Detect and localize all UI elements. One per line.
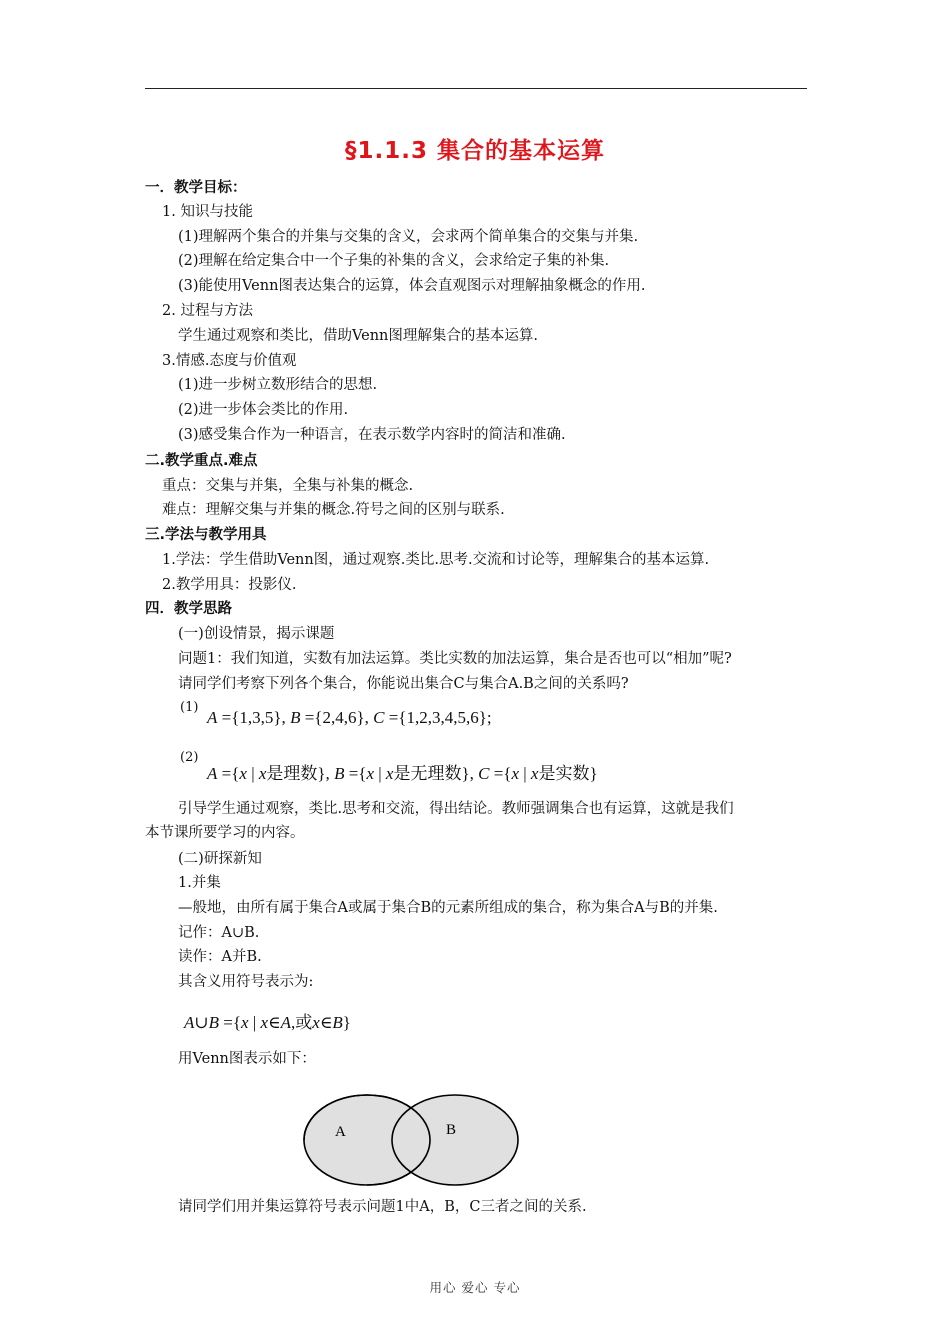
formula-marker: (2): [180, 750, 199, 765]
math-text: ={: [489, 764, 512, 783]
venn-label-a: A: [335, 1124, 346, 1140]
section-heading-4: 四．教学思路: [145, 601, 232, 617]
math-var: x: [530, 764, 539, 783]
math-text: ,或: [291, 1013, 313, 1032]
paragraph: 引导学生通过观察，类比.思考和交流，得出结论。教师强调集合也有运算，这就是我们: [178, 801, 734, 817]
formula-sets-2: [207, 759, 598, 784]
math-text: |: [374, 764, 386, 783]
paragraph: 重点：交集与并集，全集与补集的概念.: [162, 478, 414, 494]
math-var: B: [332, 1013, 343, 1032]
paragraph: (2)理解在给定集合中一个子集的补集的含义，会求给定子集的补集.: [178, 253, 610, 269]
math-text: ={1,2,3,4,5,6};: [384, 708, 492, 727]
paragraph: 本节课所要学习的内容。: [145, 825, 305, 841]
math-var: x: [239, 764, 247, 783]
paragraph: 请同学们用并集运算符号表示问题1中A，B，C三者之间的关系.: [178, 1199, 587, 1215]
page-title: §1.1.3 集合的基本运算: [345, 138, 605, 164]
math-var: x: [260, 1013, 269, 1032]
section-heading-3: 三.学法与教学用具: [145, 527, 267, 543]
math-var: x: [241, 1013, 249, 1032]
element-symbol: ∈: [268, 1013, 281, 1032]
formula-sets-1: [207, 708, 492, 728]
subheading: 3.情感.态度与价值观: [162, 353, 297, 369]
math-text: ={1,3,5},: [217, 708, 291, 727]
math-var: B: [290, 708, 301, 727]
math-var: A: [280, 1013, 292, 1032]
union-symbol: ∪: [194, 1013, 209, 1032]
paragraph: 读作：A并B.: [178, 949, 262, 965]
header-rule: [145, 88, 807, 89]
math-text: 是理数},: [266, 764, 335, 783]
math-var: A: [207, 708, 218, 727]
paragraph: (3)感受集合作为一种语言，在表示数学内容时的简洁和准确.: [178, 427, 566, 443]
math-var: x: [511, 764, 520, 783]
math-text: |: [519, 764, 531, 783]
math-text: |: [246, 764, 259, 783]
math-var: x: [385, 764, 394, 783]
math-var: A: [207, 764, 218, 783]
math-var: B: [208, 1013, 220, 1032]
math-text: ={: [219, 1013, 242, 1032]
page-footer: 用心 爱心 专心: [429, 1280, 521, 1295]
paragraph: 问题1：我们知道，实数有加法运算。类比实数的加法运算，集合是否也可以“相加”呢?: [178, 651, 732, 667]
subheading: 1.并集: [178, 875, 221, 891]
subheading: (一)创设情景，揭示课题: [178, 626, 335, 642]
math-text: ={2,4,6},: [300, 708, 374, 727]
math-var: B: [334, 764, 345, 783]
math-var: C: [373, 708, 385, 727]
math-var: A: [184, 1013, 195, 1032]
math-var: x: [312, 1013, 320, 1032]
paragraph: 难点：理解交集与并集的概念.符号之间的区别与联系.: [162, 502, 505, 518]
math-var: C: [478, 764, 490, 783]
paragraph: (1)进一步树立数形结合的思想.: [178, 377, 378, 393]
paragraph: —般地，由所有属于集合A或属于集合B的元素所组成的集合，称为集合A与B的并集.: [178, 900, 718, 916]
paragraph: 2.教学用具：投影仪.: [162, 577, 297, 593]
paragraph: (2)进一步体会类比的作用.: [178, 402, 349, 418]
paragraph: 记作：A∪B.: [178, 925, 260, 941]
math-text: 是实数}: [538, 764, 598, 783]
subheading: (二)研探新知: [178, 851, 262, 867]
math-text: }: [342, 1013, 351, 1032]
math-text: ={: [344, 764, 367, 783]
math-text: ={: [217, 764, 240, 783]
math-text: 是无理数},: [393, 764, 479, 783]
paragraph: 1.学法：学生借助Venn图，通过观察.类比.思考.交流和讨论等，理解集合的基本运算.: [162, 552, 710, 568]
venn-diagram: [300, 1092, 530, 1188]
paragraph: 用Venn图表示如下：: [178, 1051, 316, 1067]
subheading: 2. 过程与方法: [162, 303, 253, 319]
section-heading-1: 一．教学目标：: [145, 180, 247, 196]
paragraph: 学生通过观察和类比，借助Venn图理解集合的基本运算.: [178, 328, 539, 344]
venn-label-b: B: [446, 1122, 457, 1138]
formula-marker: (1): [180, 700, 199, 715]
element-symbol: ∈: [319, 1013, 333, 1032]
subheading: 1. 知识与技能: [162, 204, 253, 220]
math-var: x: [366, 764, 374, 783]
formula-union: [184, 1008, 351, 1033]
paragraph: (1)理解两个集合的并集与交集的含义，会求两个简单集合的交集与并集.: [178, 229, 639, 245]
math-text: |: [248, 1013, 261, 1032]
paragraph: 其含义用符号表示为:: [178, 974, 314, 990]
paragraph: 请同学们考察下列各个集合，你能说出集合C与集合A.B之间的关系吗?: [178, 676, 629, 692]
paragraph: (3)能使用Venn图表达集合的运算，体会直观图示对理解抽象概念的作用.: [178, 278, 646, 294]
section-heading-2: 二.教学重点.难点: [145, 453, 258, 469]
math-var: x: [258, 764, 267, 783]
